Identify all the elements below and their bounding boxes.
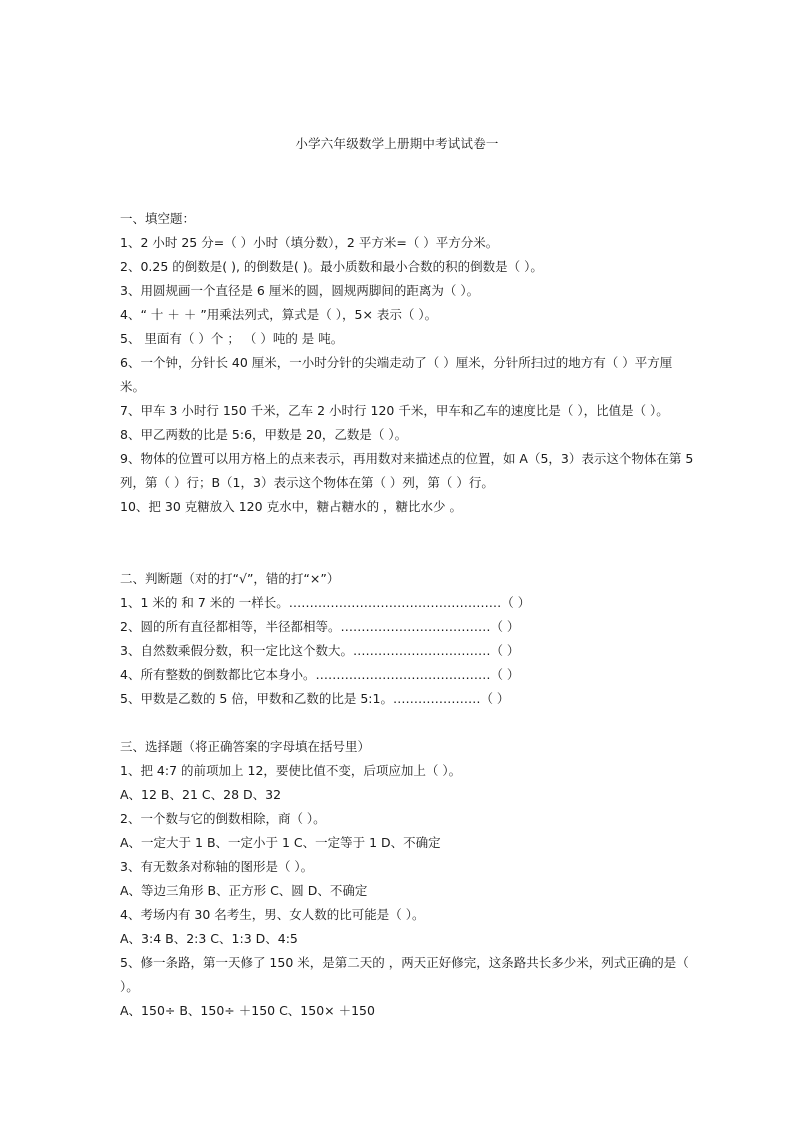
section-heading: 三、选择题（将正确答案的字母填在括号里） [120,739,371,754]
section-multiple-choice [120,735,695,1023]
answer-options: A、3:4 B、2:3 C、1:3 D、4:5 [120,931,298,946]
question-item: 5、 里面有（ ）个 ； （ ）吨的 是 吨。 [120,331,344,346]
answer-options: A、一定大于 1 B、一定小于 1 C、一定等于 1 D、不确定 [120,835,441,850]
answer-options: A、等边三角形 B、正方形 C、圆 D、不确定 [120,883,368,898]
question-item: 8、甲乙两数的比是 5:6，甲数是 20，乙数是（ ）。 [120,427,408,442]
question-item: 5、甲数是乙数的 5 倍，甲数和乙数的比是 5:1。…………………（ ） [120,691,510,706]
question-item: 2、圆的所有直径都相等，半径都相等。………………………………（ ） [120,619,520,634]
question-item: 5、修一条路，第一天修了 150 米，是第二天的 ，两天正好修完，这条路共长多少米，列式正确的是（ ）。 [120,955,689,994]
page-title: 小学六年级数学上册期中考试试卷一 [295,136,499,151]
question-item: 4、“ 十 ＋ ＋ ”用乘法列式，算式是（ ），5× 表示（ ）。 [120,307,438,322]
answer-options: A、12 B、21 C、28 D、32 [120,787,282,802]
section-true-false [120,567,695,711]
question-item: 4、考场内有 30 名考生，男、女人数的比可能是（ ）。 [120,907,425,922]
question-item: 3、有无数条对称轴的图形是（ ）。 [120,859,314,874]
question-item: 3、自然数乘假分数，积一定比这个数大。……………………………（ ） [120,643,520,658]
question-item: 2、0.25 的倒数是( ), 的倒数是( )。最小质数和最小合数的积的倒数是（ ）。 [120,259,543,274]
question-item: 4、所有整数的倒数都比它本身小。……………………………………（ ） [120,667,520,682]
answer-options: A、150÷ B、150÷ ＋150 C、150× ＋150 [120,1003,375,1018]
question-item: 1、把 4:7 的前项加上 12，要使比值不变，后项应加上（ ）。 [120,763,462,778]
section-heading: 一、填空题： [120,211,196,226]
question-item: 9、物体的位置可以用方格上的点来表示，再用数对来描述点的位置，如 A（5，3）表示这个物体在第 5 列，第（ ）行；B（1，3）表示这个物体在第（ ）列，第（ ）行。 [120,451,694,490]
section-heading: 二、判断题（对的打“√”，错的打“×”） [120,571,340,586]
question-item: 3、用圆规画一个直径是 6 厘米的圆，圆规两脚间的距离为（ ）。 [120,283,480,298]
question-item: 1、1 米的 和 7 米的 一样长。……………………………………………（ ） [120,595,531,610]
question-item: 1、2 小时 25 分=（ ）小时（填分数），2 平方米=（ ）平方分米。 [120,235,499,250]
question-item: 2、一个数与它的倒数相除，商（ ）。 [120,811,326,826]
question-item: 10、把 30 克糖放入 120 克水中，糖占糖水的 ，糖比水少 。 [120,499,463,514]
section-fill-in-blank [120,207,695,519]
question-item: 6、一个钟，分针长 40 厘米，一小时分针的尖端走动了（ ）厘米，分针所扫过的地方有（ ）平方厘米。 [120,355,673,394]
question-item: 7、甲车 3 小时行 150 千米，乙车 2 小时行 120 千米，甲车和乙车的速度比是（ ），比值是（ ）。 [120,403,669,418]
